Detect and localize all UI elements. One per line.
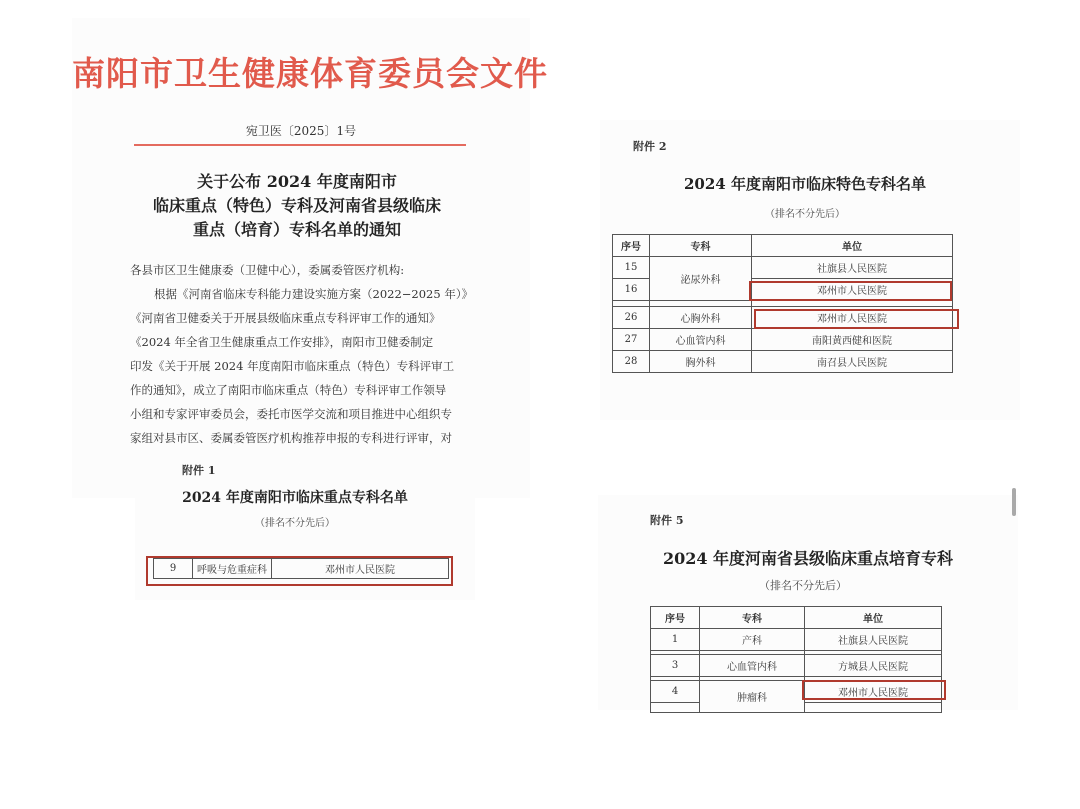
body-line: 《河南省卫健委关于开展县级临床重点专科评审工作的通知》 (130, 311, 441, 325)
cell-specialty: 肿瘤科 (700, 681, 805, 713)
cell-unit: 邓州市人民医院 (752, 279, 953, 301)
annex2-document (600, 120, 1020, 420)
body-line: 小组和专家评审委员会，委托市医学交流和项目推进中心组织专 (130, 407, 452, 421)
highlight-box (802, 680, 946, 700)
highlight-box (749, 281, 952, 301)
cell-specialty: 心胸外科 (650, 307, 752, 329)
cell-no: 28 (613, 351, 650, 373)
table-row (613, 329, 953, 351)
highlight-box (754, 309, 959, 329)
col-header-unit: 单位 (752, 235, 953, 257)
cell-specialty: 泌尿外科 (650, 257, 752, 301)
title-line: 关于公布 2024 年度南阳市 (197, 172, 397, 191)
cell-unit: 邓州市人民医院 (272, 559, 449, 579)
annex5-label: 附件 5 (650, 514, 684, 527)
notice-title (72, 170, 522, 242)
annex5-document (598, 495, 1018, 710)
notice-body (130, 258, 473, 450)
cell-specialty: 胸外科 (650, 351, 752, 373)
cell-specialty: 呼吸与危重症科 (193, 559, 272, 579)
annex1-title: 2024 年度南阳市临床重点专科名单 (182, 490, 408, 506)
body-line: 作的通知》，成立了南阳市临床重点（特色）专科评审工作领导 (130, 383, 447, 397)
cell-unit: 方城县人民医院 (805, 655, 942, 677)
col-header-no: 序号 (651, 607, 700, 629)
table-header-row (613, 235, 953, 257)
cell-no: 9 (154, 559, 193, 579)
highlight-box (146, 556, 453, 586)
title-line: 重点（培育）专科名单的通知 (192, 220, 401, 239)
title-line: 临床重点（特色）专科及河南省县级临床 (152, 196, 441, 215)
cell-specialty: 心血管内科 (700, 655, 805, 677)
cell-no: 4 (651, 681, 700, 703)
annex2-label: 附件 2 (633, 140, 667, 153)
cell-unit: 社旗县人民医院 (752, 257, 953, 279)
annex2-table (612, 234, 953, 373)
cell-unit: 南召县人民医院 (752, 351, 953, 373)
col-header-unit: 单位 (805, 607, 942, 629)
table-row (613, 257, 953, 279)
body-line: 印发《关于开展 2024 年度南阳市临床重点（特色）专科评审工 (130, 359, 455, 373)
body-line: 各县市区卫生健康委（卫健中心），委属委管医疗机构: (130, 263, 405, 277)
cell-unit: 社旗县人民医院 (805, 629, 942, 651)
cell-no: 16 (613, 279, 650, 301)
annex1-label: 附件 1 (182, 464, 216, 477)
annex1-subtitle: （排名不分先后） (255, 518, 335, 529)
cell-unit: 邓州市人民医院 (805, 681, 942, 703)
col-header-no: 序号 (613, 235, 650, 257)
body-line: 家组对县市区、委属委管医疗机构推荐申报的专科进行评审，对 (130, 431, 452, 445)
cell-no: 1 (651, 629, 700, 651)
red-divider (134, 144, 466, 146)
table-row (613, 351, 953, 373)
annex2-title: 2024 年度南阳市临床特色专科名单 (684, 175, 926, 193)
notice-document (72, 18, 548, 498)
body-line: 《2024 年全省卫生健康重点工作安排》，南阳市卫健委制定 (130, 335, 434, 349)
scrollbar[interactable] (1012, 488, 1016, 516)
table-row (651, 655, 942, 677)
doc-number: 宛卫医〔2025〕1号 (245, 124, 357, 138)
cell-specialty: 心血管内科 (650, 329, 752, 351)
col-header-specialty: 专科 (650, 235, 752, 257)
cell-specialty: 产科 (700, 629, 805, 651)
annex5-subtitle: （排名不分先后） (759, 579, 847, 592)
cell-no: 15 (613, 257, 650, 279)
table-header-row (651, 607, 942, 629)
cell-unit: 邓州市人民医院 (752, 307, 953, 329)
annex2-subtitle: （排名不分先后） (765, 209, 845, 220)
masthead: 南阳市卫生健康体育委员会文件 (72, 54, 548, 93)
table-row (651, 629, 942, 651)
cell-no: 26 (613, 307, 650, 329)
annex5-title: 2024 年度河南省县级临床重点培育专科 (662, 549, 954, 568)
col-header-specialty: 专科 (700, 607, 805, 629)
body-line: 根据《河南省临床专科能力建设实施方案（2022−2025 年）》 (154, 287, 474, 301)
cell-no: 27 (613, 329, 650, 351)
cell-unit: 南阳黄西健和医院 (752, 329, 953, 351)
cell-no: 3 (651, 655, 700, 677)
